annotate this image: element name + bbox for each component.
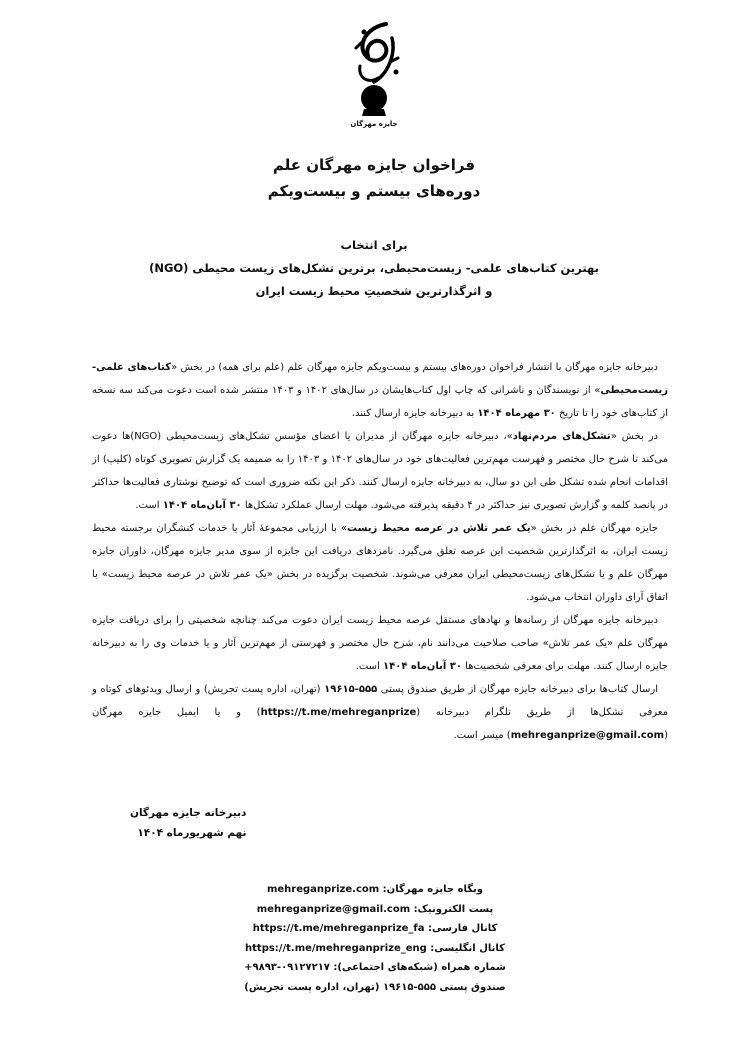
contact-en-channel: کانال انگلیسی: https://t.me/mehreganprize_eng	[245, 942, 505, 954]
website-link[interactable]: mehreganprize.com	[266, 884, 380, 895]
selection-subtitle	[60, 234, 688, 303]
signature-line-1: دبیرخانه جایزه مهرگان	[130, 807, 247, 819]
contact-pobox: صندوق پستی ۵۵۵-۱۹۶۱۵ (تهران، اداره پست تجریش)	[244, 981, 506, 993]
contact-fa-channel: کانال فارسی: https://t.me/mehreganprize_fa	[252, 923, 498, 934]
logo-caption: جایزه مهرگان	[350, 120, 398, 128]
paragraph-submission: ارسال کتاب‌ها برای دبیرخانه جایزه مهرگان از طریق صندوق پستی ۵۵۵-۱۹۶۱۵ (تهران، اداره پست تجریش) و ارسال ویدئوهای کوتاه و معرفی تشکل‌ها از طریق تلگرام دبیرخانه (https://t.me/mehreganprize) و یا ایمیل جایزه مهرگان (mehreganprize@gmail.com) میسر است.	[92, 684, 668, 741]
contact-phone: شماره همراه (شبکه‌های اجتماعی): ۰۹۱۲۷۲۱۷-۹۸۹۳+	[244, 962, 506, 973]
phone-number: ۰۹۱۲۷۲۱۷-۹۸۹۳+	[244, 962, 330, 973]
email-link[interactable]: mehreganprize@gmail.com	[510, 730, 665, 741]
contact-email: پست الکترونیک: mehreganprize@gmail.com	[256, 903, 494, 915]
contact-info	[230, 880, 520, 997]
signature	[130, 803, 246, 843]
title-line-2: دوره‌های بیستم و بیست‌ویکم	[267, 182, 481, 200]
subtitle-line-3: و اثرگذارترین شخصیتِ محیط زیست ایران	[255, 284, 493, 298]
telegram-link[interactable]: https://t.me/mehreganprize	[260, 707, 417, 718]
announcement-title	[60, 152, 688, 204]
subtitle-line-1: برای انتخاب	[340, 238, 408, 252]
signature-date: نهم شهریورماه ۱۴۰۴	[137, 827, 247, 839]
paragraph-nominations: دبیرخانه جایزه مهرگان از رسانه‌ها و نهادهای مستقل عرصه محیط زیست ایران دعوت می‌کند چنانچه شخصیتی را برای دریافت جایزه مهرگان علم «یک عمر تلاش» صاحب صلاحیت می‌دانند نام، شرح حال مختصر و فهرستی از مهم‌ترین آثار و یا خدمات وی را به دبیرخانه جایزه ارسال کنند. مهلت برای معرفی شخصیت‌ها ۳۰ آبان‌ماه ۱۴۰۴ است.	[92, 615, 668, 672]
en-channel-link[interactable]: https://t.me/mehreganprize_eng	[245, 942, 427, 954]
subtitle-line-2: بهترین کتاب‌های علمی- زیست‌محیطی، برترین تشکل‌های زیست محیطی (NGO)	[149, 261, 599, 275]
contact-website: وبگاه جایزه مهرگان: mehreganprize.com	[266, 884, 484, 895]
pobox-number: ۵۵۵-۱۹۶۱۵ (تهران، اداره پست تجریش)	[244, 981, 436, 993]
contact-email-link[interactable]: mehreganprize@gmail.com	[256, 903, 411, 915]
paragraph-ngos: در بخش «تشکل‌های مردم‌نهاد»، دبیرخانه جایزه مهرگان از مدیران یا اعضای مؤسس تشکل‌های زیست‌محیطی (NGO)ها دعوت می‌کند تا شرح حال مختصر و فهرست مهم‌ترین فعالیت‌های خود در سال‌های ۱۴۰۲ و ۱۴۰۳ را به ضمیمه یک گزارش تصویری کوتاه (کلیپ) از اقدامات انجام شده تشکل طی این دو سال، به دبیرخانه جایزه ارسال کنند. ذکر این نکته ضروری است که توضیح نوشتاری فعالیت‌ها حداکثر در پانصد کلمه و گزارش تصویری نیز حداکثر در ۴ دقیقه پذیرفته می‌شود. مهلت ارسال عملکرد تشکل‌ها ۳۰ آبان‌ماه ۱۴۰۴ است.	[92, 431, 669, 511]
fa-channel-link[interactable]: https://t.me/mehreganprize_fa	[252, 923, 425, 934]
title-line-1: فراخوان جایزه مهرگان علم	[272, 156, 476, 174]
paragraph-books: دبیرخانه جایزه مهرگان با انتشار فراخوان دوره‌های بیستم و بیست‌ویکم جایزه مهرگان علم (علم برای همه) در بخش «کتاب‌های علمی-زیست‌محیطی» از نویسندگان و ناشرانی که چاپ اول کتاب‌هایشان در سال‌های ۱۴۰۲ و ۱۴۰۳ منتشر شده است دعوت می‌کند سه نسخه از کتاب‌های خود را تا تاریخ ۳۰ مهرماه ۱۴۰۴ به دبیرخانه جایزه ارسال کنند.	[92, 362, 669, 419]
announcement-body	[92, 356, 668, 747]
paragraph-lifetime: جایزه مهرگان علم در بخش «یک عمر تلاش در عرصه محیط زیست» با ارزیابی مجموعهٔ آثار یا خدمات کنشگران برجسته محیط زیست ایران، به اثرگذارترین شخصیت این عرصه تعلق می‌گیرد. نامزدهای دریافت این جایزه از سوی مدیر جایزه مهرگان، داوران جایزه مهرگان علم و یا تشکل‌های زیست‌محیطی ایران معرفی می‌شوند. شخصیت برگزیده در بخش «یک عمر تلاش در عرصه محیط زیست» با اتفاق آرای داوران انتخاب می‌شود.	[92, 523, 668, 603]
